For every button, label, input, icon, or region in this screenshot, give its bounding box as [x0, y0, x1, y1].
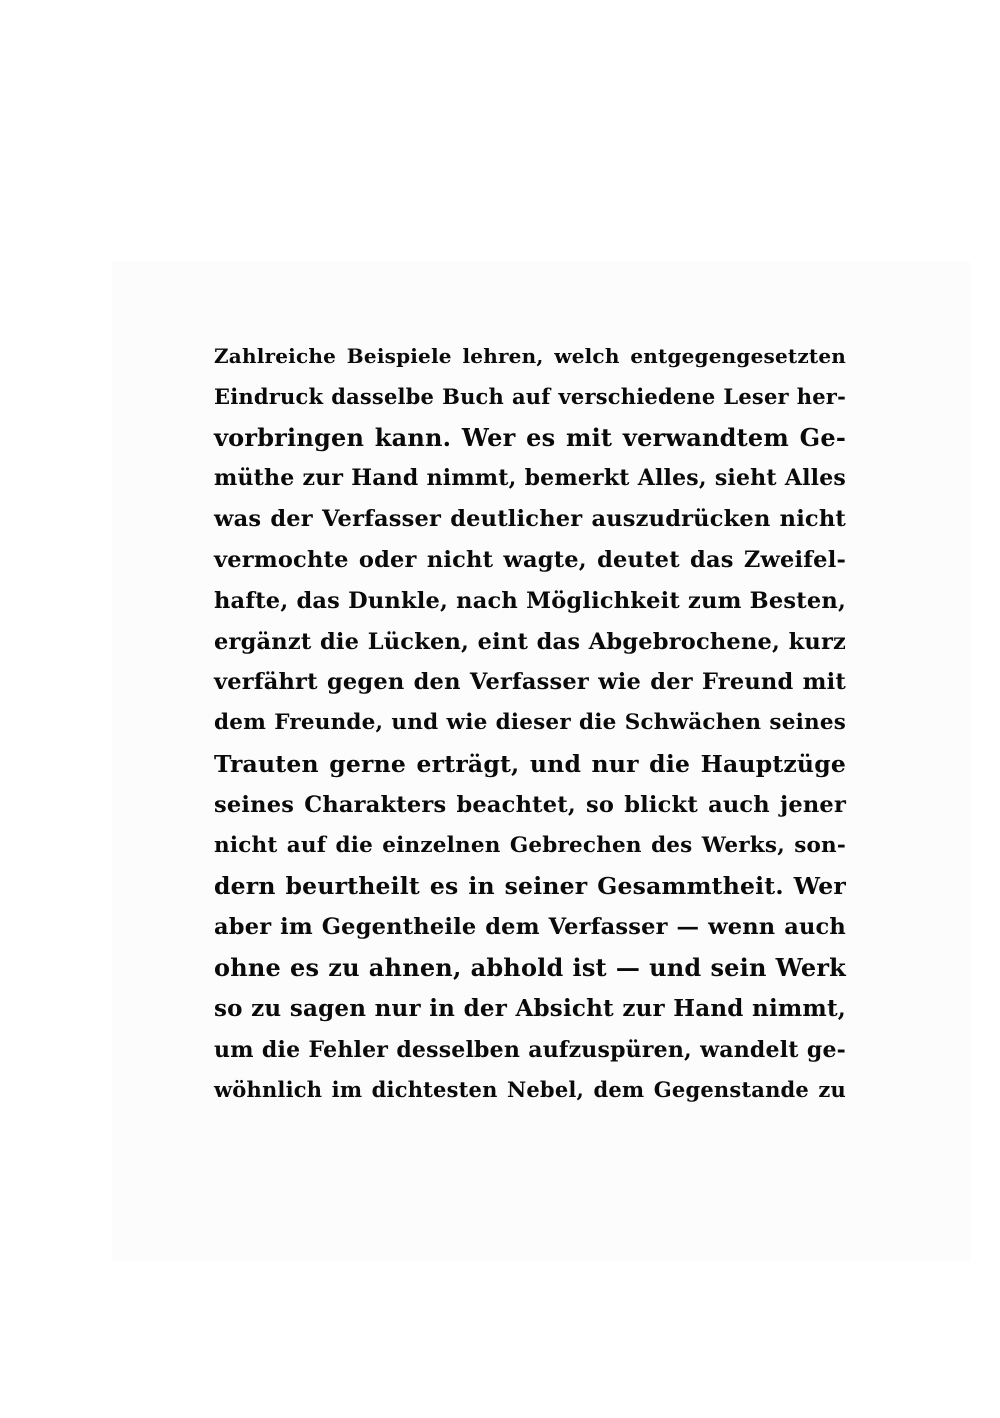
text-line: Zahlreiche Beispiele lehren, welch entgegengesetzten: [214, 344, 846, 368]
text-line: verfährt gegen den Verfasser wie der Freund mit: [214, 669, 846, 696]
text-line: nicht auf die einzelnen Gebrechen des Werks, son-: [214, 832, 846, 858]
text-line: Eindruck dasselbe Buch auf verschiedene Leser her-: [214, 383, 846, 409]
text-line: seines Charakters beachtet, so blickt auch jener: [214, 791, 846, 818]
text-line: dern beurtheilt es in seiner Gesammtheit. Wer: [214, 872, 846, 901]
text-line: vermochte oder nicht wagte, deutet das Zweifel-: [214, 546, 846, 573]
text-line: ergänzt die Lücken, eint das Abgebrochene, kurz: [214, 628, 846, 655]
body-text: [214, 336, 846, 1111]
text-line: so zu sagen nur in der Absicht zur Hand nimmt,: [214, 994, 846, 1022]
text-line: was der Verfasser deutlicher auszudrücken nicht: [214, 506, 846, 533]
text-line: dem Freunde, und wie dieser die Schwächen seines: [214, 710, 846, 736]
text-line: aber im Gegentheile dem Verfasser — wenn auch: [214, 914, 846, 941]
text-line: hafte, das Dunkle, nach Möglichkeit zum Besten,: [214, 587, 846, 614]
text-line: müthe zur Hand nimmt, bemerkt Alles, sieht Alles: [214, 465, 846, 492]
text-line: Trauten gerne erträgt, und nur die Hauptzüge: [214, 749, 846, 778]
text-line: ohne es zu ahnen, abhold ist — und sein Werk: [214, 952, 846, 982]
text-line: wöhnlich im dichtesten Nebel, dem Gegenstande zu: [214, 1077, 846, 1103]
text-line: um die Fehler desselben aufzuspüren, wandelt ge-: [214, 1036, 846, 1063]
text-line: vorbringen kann. Wer es mit verwandtem Ge-: [214, 422, 846, 452]
